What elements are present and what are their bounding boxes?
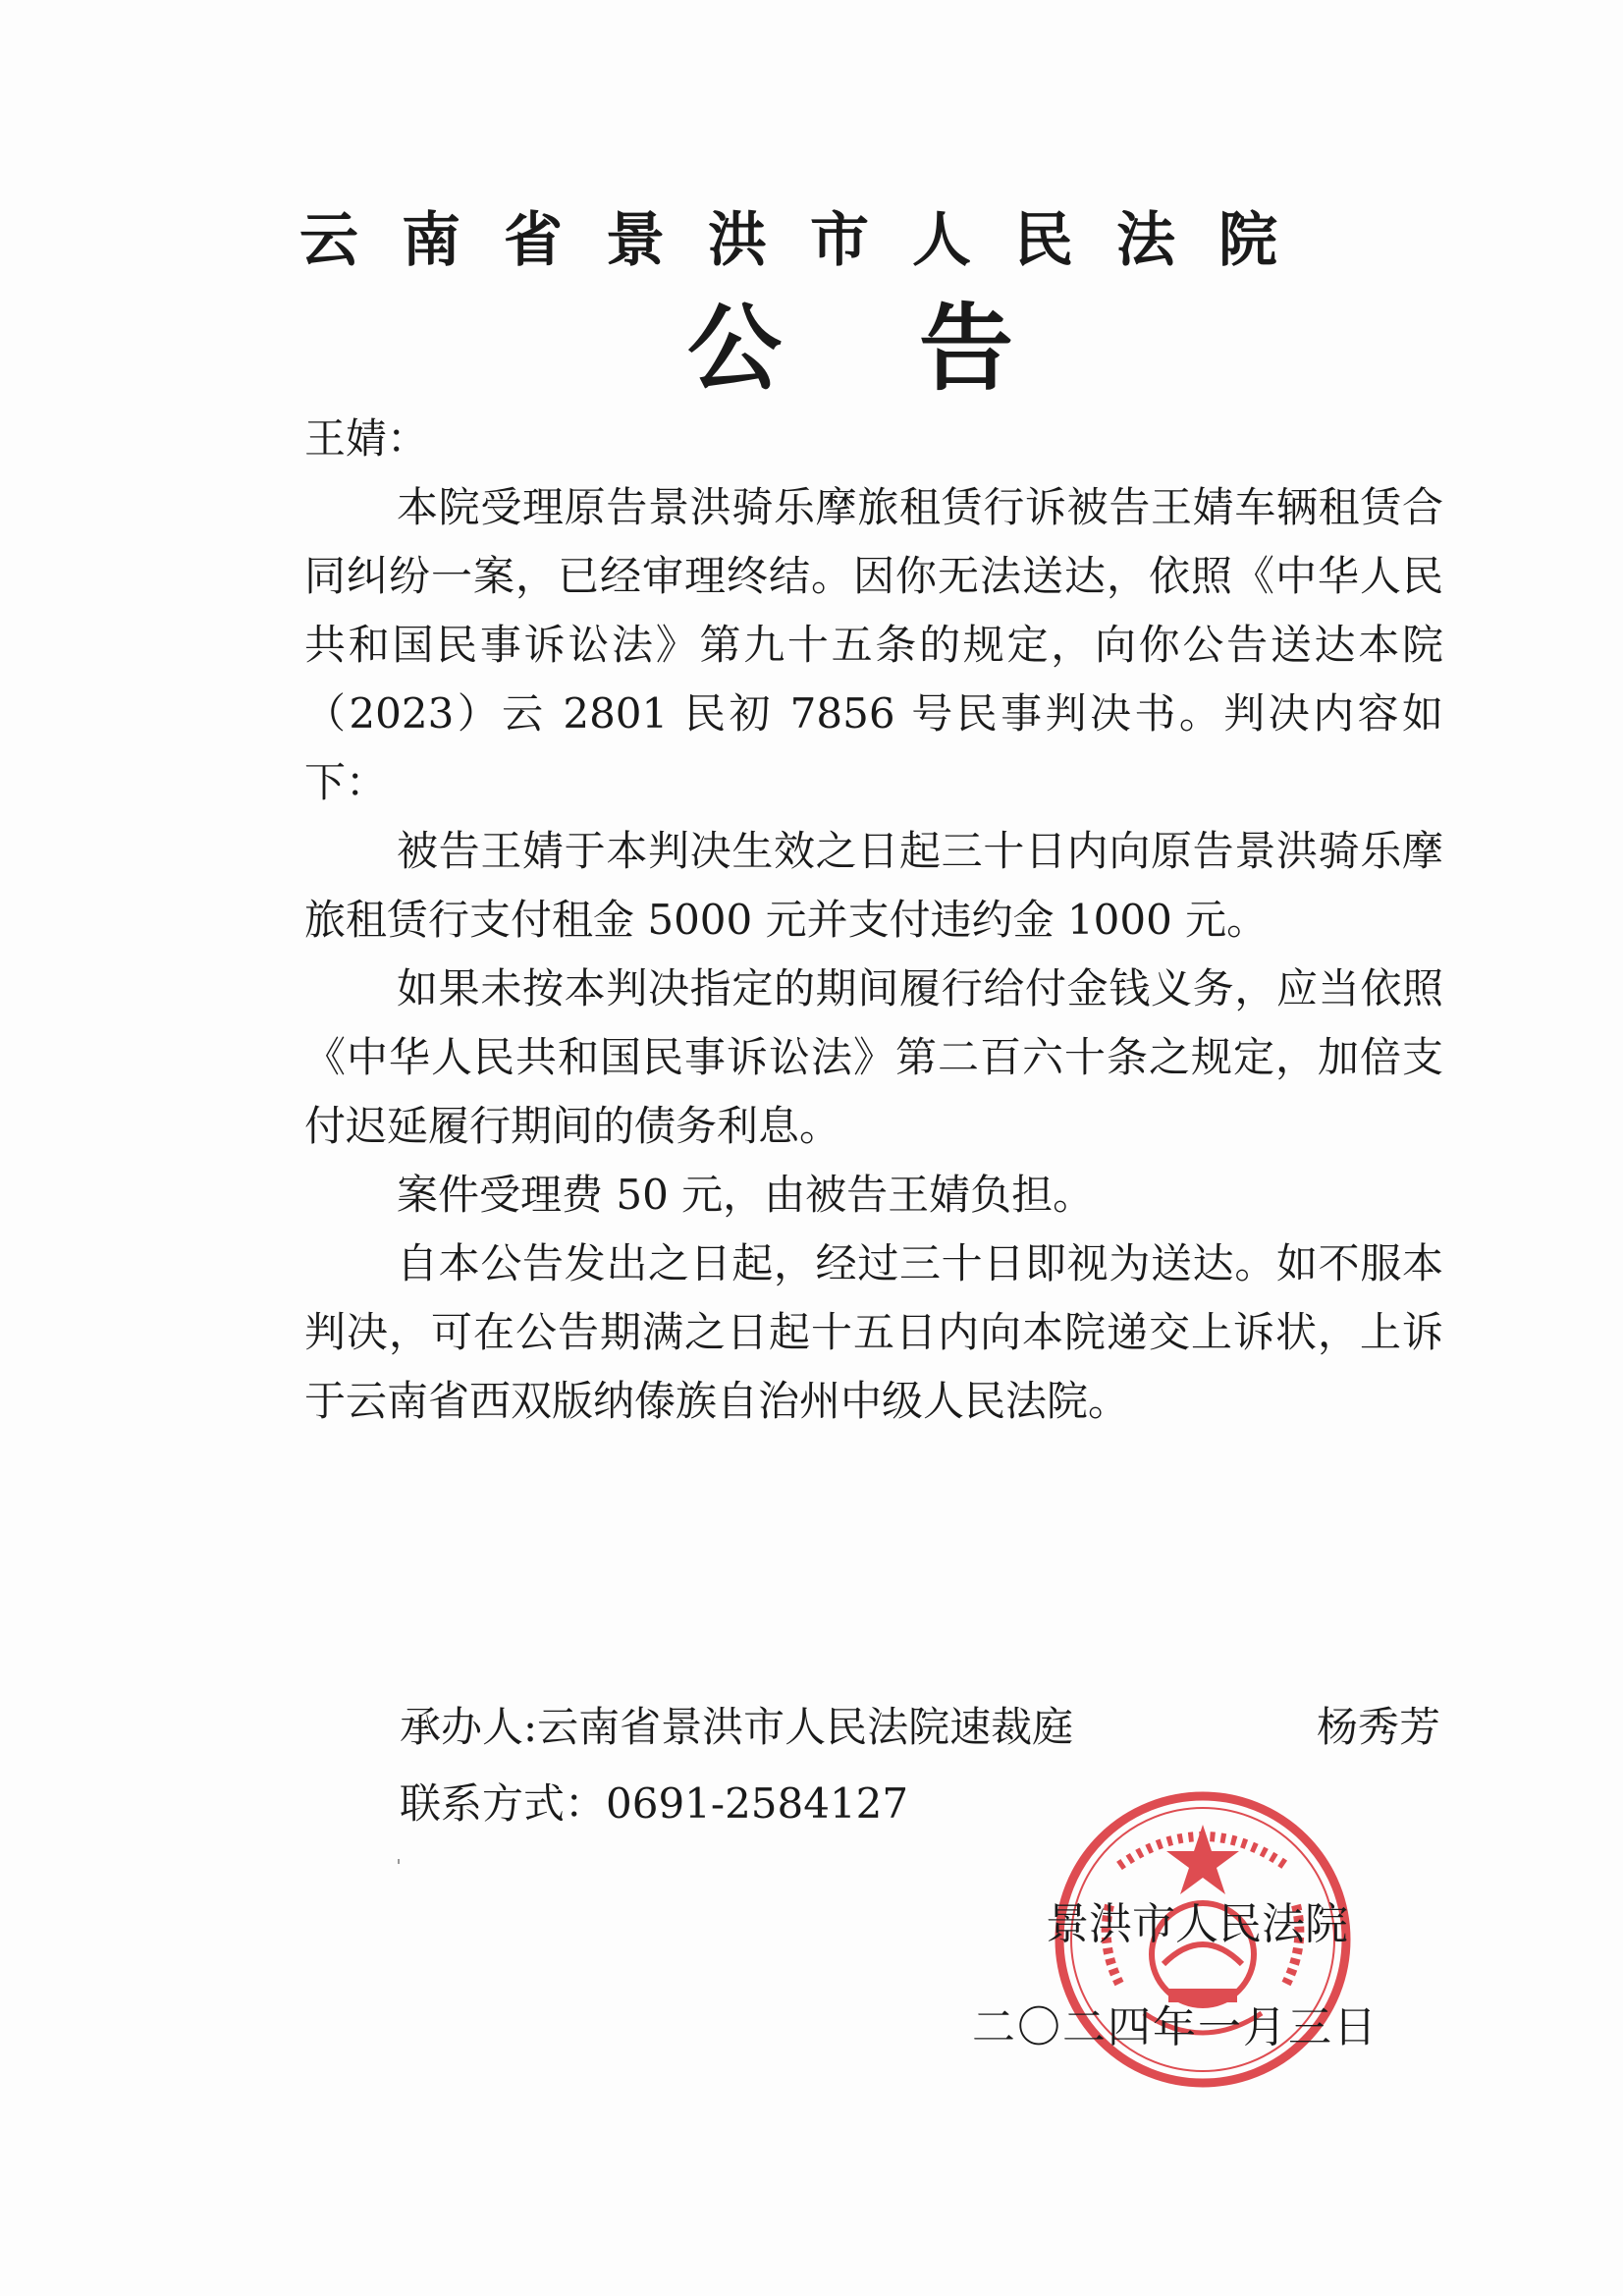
paragraph-appeal: 自本公告发出之日起，经过三十日即视为送达。如不服本判决，可在公告期满之日起十五日内向本院递交上诉状，上诉于云南省西双版纳傣族自治州中级人民法院。 (304, 1239, 1443, 1425)
addressee: 王婧： (304, 414, 429, 463)
paragraph-case-intro: 本院受理原告景洪骑乐摩旅租赁行诉被告王婧车辆租赁合同纠纷一案，已经审理终结。因你无法送达，依照《中华人民共和国民事诉讼法》第九十五条的规定，向你公告送达本院（2023）云 2801 民初 7856 号民事判决书。判决内容如下： (304, 483, 1443, 806)
notice-body (304, 405, 1443, 1436)
handler-label: 承办人:云南省景洪市人民法院速裁庭 (400, 1703, 1074, 1751)
signature-court: 景洪市人民法院 (1046, 1899, 1348, 1949)
handler-line (400, 1689, 1440, 1766)
paragraph-fees: 案件受理费 50 元，由被告王婧负担。 (397, 1171, 1095, 1219)
handler-name: 杨秀芳 (1316, 1703, 1440, 1751)
contact-line: 联系方式：0691-2584127 (400, 1779, 909, 1828)
court-name-heading: 云南省景洪市人民法院 (299, 206, 1321, 275)
scan-speck (398, 1859, 400, 1864)
paragraph-enforcement: 如果未按本判决指定的期间履行给付金钱义务，应当依照《中华人民共和国民事诉讼法》第二百六十条之规定，加倍支付迟延履行期间的债务利息。 (304, 964, 1443, 1150)
signature-date: 二〇二四年一月三日 (972, 2002, 1379, 2052)
notice-title: 公告 (687, 294, 1151, 404)
paragraph-judgment: 被告王婧于本判决生效之日起三十日内向原告景洪骑乐摩旅租赁行支付租金 5000 元并支付违约金 1000 元。 (304, 827, 1443, 944)
